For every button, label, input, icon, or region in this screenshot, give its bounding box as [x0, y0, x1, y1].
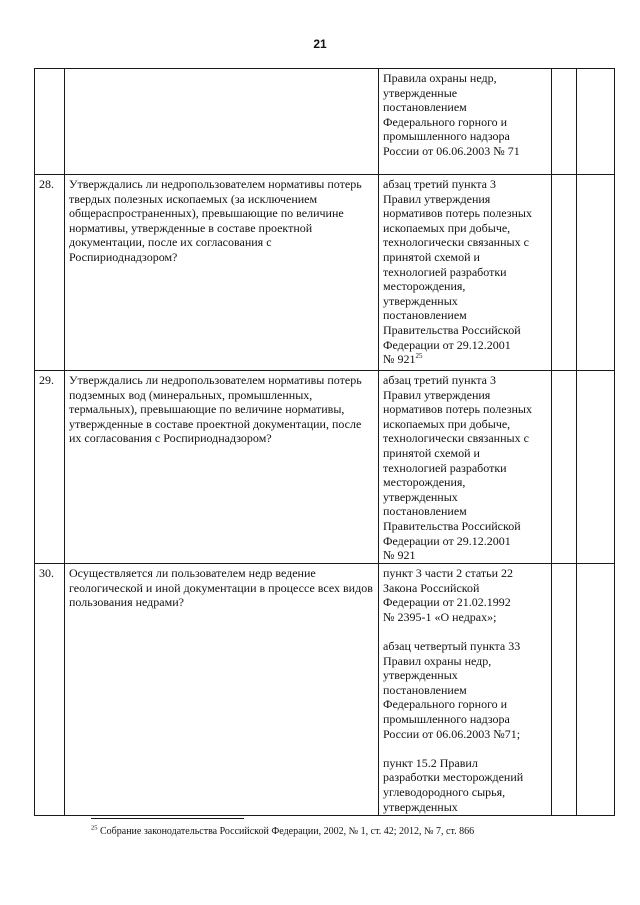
- legal-reference-line: пункт 15.2 Правил: [383, 755, 478, 770]
- legal-reference-line: утвержденных: [383, 489, 458, 504]
- legal-reference-line: постановлением: [383, 100, 467, 115]
- question-cell: Утверждались ли недропользователем нормативы потерь твердых полезных ископаемых (за исключением общераспространенных), превышающие по величине нормативы, утвержденные в составе проектной документации, после их согласования с Роспириоднадзором?: [65, 175, 379, 371]
- legal-reference-line: принятой схемой и: [383, 445, 480, 460]
- legal-reference-line: Федерации от 29.12.2001: [383, 337, 511, 352]
- legal-reference-line: Федерации от 29.12.2001: [383, 533, 511, 548]
- paragraph-gap: [383, 624, 548, 639]
- question-cell: [65, 69, 379, 175]
- legal-reference: [379, 175, 552, 371]
- page-number: 21: [313, 37, 327, 51]
- legal-reference: [379, 69, 552, 175]
- legal-reference-line: Федерального горного и: [383, 114, 508, 129]
- legal-reference-line: промышленного надзора: [383, 129, 510, 144]
- legal-reference-line: Закона Российской: [383, 580, 480, 595]
- footnote: [91, 826, 591, 838]
- legal-reference-line: утвержденные: [383, 85, 458, 100]
- legal-reference-line: углеводородного сырья,: [383, 784, 506, 799]
- row-number: 30.: [35, 564, 65, 816]
- legal-reference-line: абзац третий пункта 3: [383, 373, 496, 387]
- footnote-marker: 25: [91, 824, 98, 832]
- answer-cell: [577, 371, 615, 564]
- answer-cell: [577, 175, 615, 371]
- legal-reference-line: постановлением: [383, 308, 467, 323]
- answer-cell: [552, 69, 577, 175]
- footnote-text: Собрание законодательства Российской Федерации, 2002, № 1, ст. 42; 2012, № 7, ст. 866: [100, 826, 475, 837]
- legal-reference-line: технологически связанных с: [383, 235, 529, 250]
- legal-reference-line: Правил утверждения: [383, 191, 491, 206]
- legal-reference-line: Федерации от 21.02.1992: [383, 595, 511, 610]
- legal-reference-line: принятой схемой и: [383, 249, 480, 264]
- row-number: 28.: [35, 175, 65, 371]
- legal-reference-line: промышленного надзора: [383, 711, 510, 726]
- legal-reference-line: утвержденных: [383, 668, 458, 683]
- legal-reference-line: утвержденных: [383, 799, 458, 814]
- legal-reference-line: месторождения,: [383, 279, 466, 294]
- legal-reference-line: ископаемых при добыче,: [383, 416, 511, 431]
- legal-reference-line: Федерального горного и: [383, 697, 508, 712]
- legal-reference-line: постановлением: [383, 504, 467, 519]
- table-row: [35, 564, 615, 816]
- legal-reference-line: месторождения,: [383, 475, 466, 490]
- requirements-table: [34, 68, 615, 816]
- legal-reference-line: № 2395-1 «О недрах»;: [383, 609, 497, 624]
- legal-reference-line: Правительства Российской: [383, 322, 521, 337]
- row-number: 29.: [35, 371, 65, 564]
- question-cell: Осуществляется ли пользователем недр ведение геологической и иной документации в процессе всех видов пользования недрами?: [65, 564, 379, 816]
- legal-reference-line: технологически связанных с: [383, 431, 529, 446]
- answer-cell: [577, 564, 615, 816]
- legal-reference-line: Правил охраны недр,: [383, 653, 492, 668]
- legal-reference-line: утвержденных: [383, 293, 458, 308]
- legal-reference-line: Правил утверждения: [383, 387, 491, 402]
- table-row: [35, 371, 615, 564]
- legal-reference-line: России от 06.06.2003 № 71: [383, 143, 520, 158]
- table-row: [35, 175, 615, 371]
- legal-reference-line: технологией разработки: [383, 460, 507, 475]
- answer-cell: [577, 69, 615, 175]
- legal-reference-line: абзац четвертый пункта 33: [383, 638, 521, 653]
- legal-reference-line: абзац третий пункта 3: [383, 177, 496, 191]
- footnote-reference: 25: [415, 352, 423, 361]
- legal-reference-line: разработки месторождений: [383, 770, 524, 785]
- legal-reference-text: № 921: [383, 352, 416, 367]
- row-number: [35, 69, 65, 175]
- legal-reference: [379, 564, 552, 816]
- legal-reference-line: нормативов потерь полезных: [383, 206, 532, 221]
- legal-reference-line: № 921: [383, 548, 416, 563]
- legal-reference: [379, 371, 552, 564]
- legal-reference-line: технологией разработки: [383, 264, 507, 279]
- legal-reference-line: нормативов потерь полезных: [383, 402, 532, 417]
- legal-reference-line: Правила охраны недр,: [383, 71, 497, 85]
- table-row: [35, 69, 615, 175]
- legal-reference-line: [383, 352, 548, 367]
- answer-cell: [552, 564, 577, 816]
- legal-reference-line: пункт 3 части 2 статьи 22: [383, 566, 513, 580]
- answer-cell: [552, 371, 577, 564]
- paragraph-gap: [383, 741, 548, 756]
- footnote-separator: [91, 818, 244, 819]
- question-cell: Утверждались ли недропользователем нормативы потерь подземных вод (минеральных, промышленных, термальных), превышающие по величине нормативы, утвержденные в составе проектной документации, после их согласования с Роспириоднадзором?: [65, 371, 379, 564]
- legal-reference-line: России от 06.06.2003 №71;: [383, 726, 521, 741]
- legal-reference-line: Правительства Российской: [383, 518, 521, 533]
- legal-reference-line: ископаемых при добыче,: [383, 220, 511, 235]
- answer-cell: [552, 175, 577, 371]
- legal-reference-line: постановлением: [383, 682, 467, 697]
